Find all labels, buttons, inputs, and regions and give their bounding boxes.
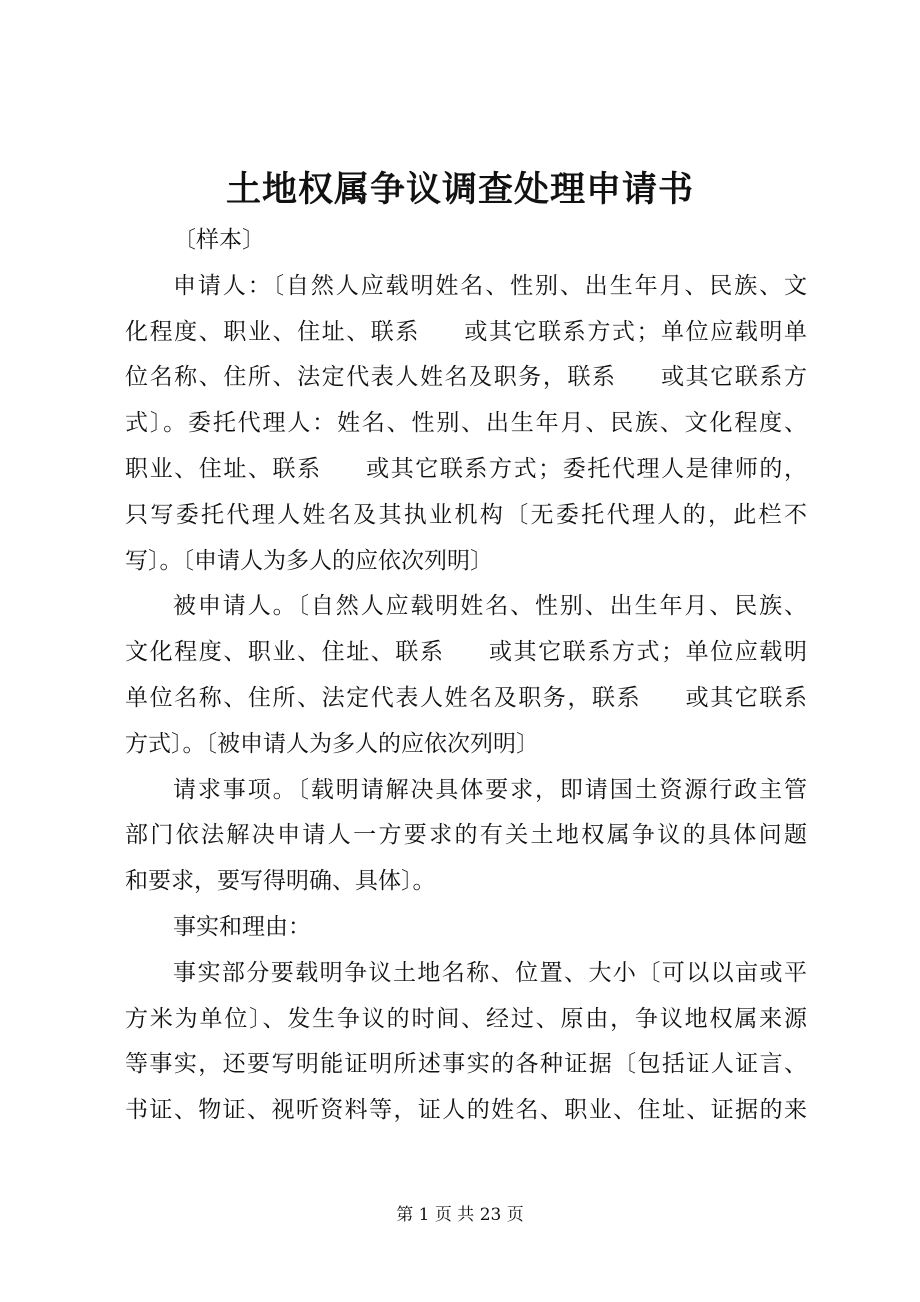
text-line: 事实和理由： xyxy=(173,913,311,940)
text-line: 方米为单位〕、发生争议的时间、经过、原由，争议地权属来源 xyxy=(125,1005,807,1032)
text-line: 申请人：〔自然人应载明姓名、性别、出生年月、民族、文 xyxy=(173,272,807,299)
facts-heading xyxy=(125,905,807,951)
text-line: 请求事项。〔载明请解决具体要求，即请国土资源行政主管 xyxy=(173,776,807,803)
text-line: 写〕。〔申请人为多人的应依次列明〕 xyxy=(125,547,493,574)
text-line: 文化程度、职业、住址、联系 或其它联系方式；单位应载明 xyxy=(125,639,807,666)
text-line: 等事实，还要写明能证明所述事实的各种证据〔包括证人证言、 xyxy=(125,1051,807,1078)
text-line: 〔样本〕 xyxy=(173,227,265,253)
sample-label xyxy=(125,218,807,264)
document-title: 土地权属争议调查处理申请书 xyxy=(225,169,694,210)
text-line: 方式〕。〔被申请人为多人的应依次列明〕 xyxy=(125,730,539,757)
text-line: 式〕。委托代理人：姓名、性别、出生年月、民族、文化程度、 xyxy=(125,410,807,437)
facts-paragraph xyxy=(125,951,807,1134)
text-line: 书证、物证、视听资料等，证人的姓名、职业、住址、证据的来 xyxy=(125,1097,807,1124)
text-line: 化程度、职业、住址、联系 或其它联系方式；单位应载明单 xyxy=(125,318,807,345)
text-line: 职业、住址、联系 或其它联系方式；委托代理人是律师的， xyxy=(125,455,807,482)
text-line: 只写委托代理人姓名及其执业机构〔无委托代理人的，此栏不 xyxy=(125,501,807,528)
request-paragraph xyxy=(125,768,807,905)
document-body xyxy=(125,218,807,1134)
text-line: 单位名称、住所、法定代表人姓名及职务，联系 或其它联系 xyxy=(125,684,807,711)
text-line: 部门依法解决申请人一方要求的有关土地权属争议的具体问题 xyxy=(125,822,807,849)
text-line: 事实部分要载明争议土地名称、位置、大小〔可以以亩或平 xyxy=(173,959,807,986)
text-line: 被申请人。〔自然人应载明姓名、性别、出生年月、民族、 xyxy=(173,593,807,620)
applicant-paragraph xyxy=(125,264,807,585)
text-line: 和要求，要写得明确、具体〕。 xyxy=(125,868,436,895)
text-line: 位名称、住所、法定代表人姓名及职务，联系 或其它联系方 xyxy=(125,364,807,391)
page-footer: 第 1 页 共 23 页 xyxy=(396,1205,524,1225)
respondent-paragraph xyxy=(125,584,807,767)
